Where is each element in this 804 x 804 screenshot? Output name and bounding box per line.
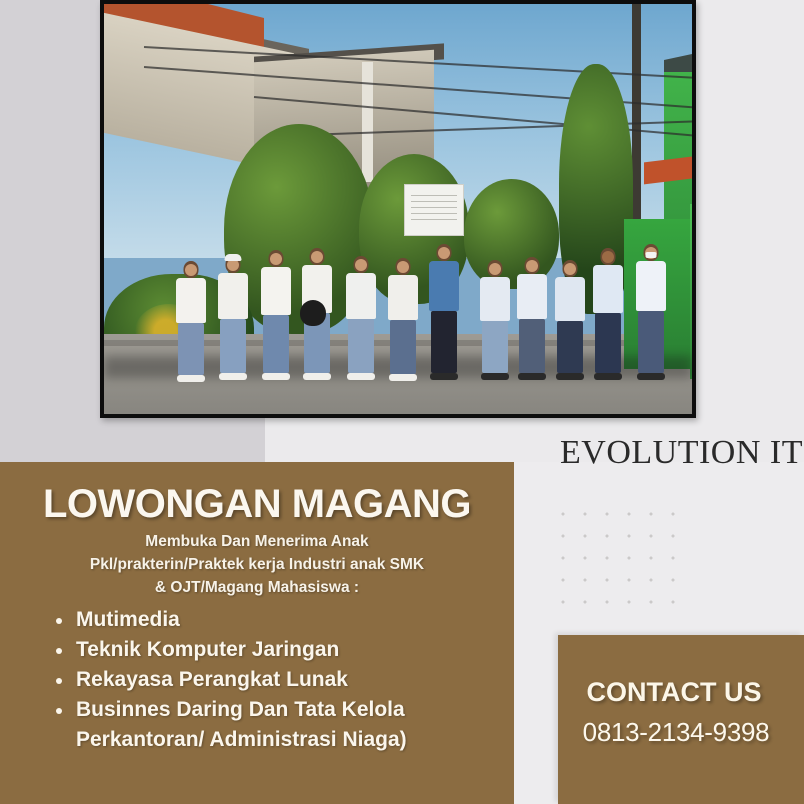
list-item: Rekayasa Perangkat Lunak bbox=[56, 665, 526, 695]
photo-person bbox=[344, 254, 378, 386]
contact-phone-number[interactable]: 0813-2134-9398 bbox=[582, 717, 770, 747]
subtitle-block bbox=[0, 530, 514, 599]
contact-card bbox=[558, 635, 804, 804]
list-item: Teknik Komputer Jaringan bbox=[56, 635, 526, 665]
dot-grid-decoration bbox=[549, 500, 683, 616]
photo-person bbox=[259, 250, 293, 386]
list-item: Mutimedia bbox=[56, 605, 526, 635]
photo-green-pillar bbox=[690, 204, 692, 379]
photo-person bbox=[386, 256, 420, 386]
photo-person-blue-shirt bbox=[426, 244, 462, 386]
photo-white-post bbox=[362, 62, 373, 182]
hero-photo-frame bbox=[100, 0, 696, 418]
photo-helmet bbox=[300, 300, 326, 326]
subtitle-line-2: Pkl/prakterin/Praktek kerja Industri anak SMK bbox=[89, 556, 425, 573]
photo-person bbox=[479, 258, 511, 386]
photo-white-signboard bbox=[404, 184, 464, 236]
photo-person bbox=[554, 258, 586, 386]
program-list bbox=[26, 605, 526, 755]
list-item: Businnes Daring Dan Tata Kelola bbox=[56, 695, 526, 725]
photo-person-masked bbox=[634, 244, 668, 386]
photo-person bbox=[174, 261, 208, 386]
hero-photo bbox=[104, 4, 692, 414]
contact-title: CONTACT US bbox=[586, 677, 762, 707]
job-vacancy-panel bbox=[0, 462, 514, 804]
subtitle-line-1: Membuka Dan Menerima Anak bbox=[145, 533, 369, 550]
subtitle-line-3: & OJT/Magang Mahasiswa : bbox=[154, 579, 360, 596]
photo-person bbox=[216, 254, 250, 386]
brand-name: EVOLUTION IT bbox=[560, 434, 803, 471]
page-title: LOWONGAN MAGANG bbox=[42, 482, 471, 526]
list-item-continuation: Perkantoran/ Administrasi Niaga) bbox=[76, 728, 407, 751]
photo-person bbox=[516, 256, 548, 386]
photo-person bbox=[591, 248, 625, 386]
